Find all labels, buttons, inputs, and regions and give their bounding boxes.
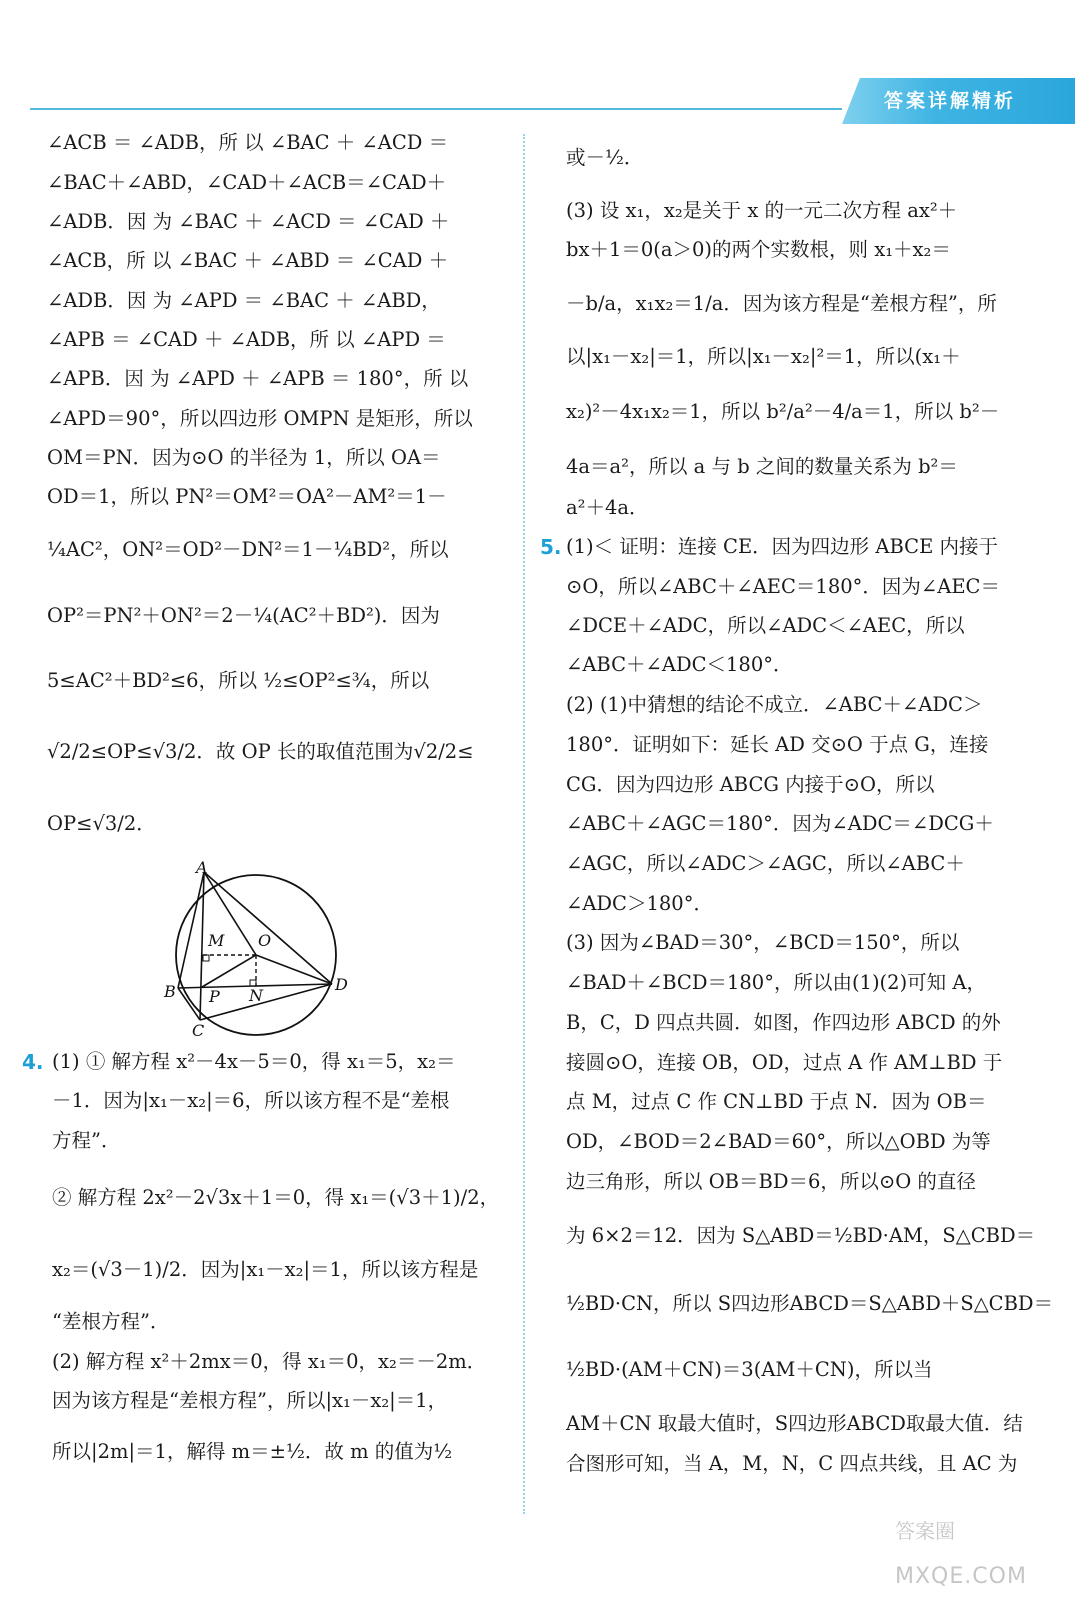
text-line: ② 解方程 2x²－2√3x＋1＝0，得 x₁＝(√3＋1)/2， xyxy=(52,1186,500,1209)
question-number: 4. xyxy=(22,1050,44,1074)
text-line: (2) 解方程 x²＋2mx＝0，得 x₁＝0，x₂＝－2m． xyxy=(52,1350,487,1373)
text-line: ∠APB．因 为 ∠APD ＋ ∠APB ＝ 180°，所 以 xyxy=(47,367,469,390)
text-line: －b/a，x₁x₂＝1/a．因为该方程是“差根方程”，所 xyxy=(566,292,997,315)
text-line: OM＝PN．因为⊙O 的半径为 1，所以 OA＝ xyxy=(47,446,441,469)
segment-ab xyxy=(178,872,204,988)
text-line: bx＋1＝0(a＞0)的两个实数根，则 x₁＋x₂＝ xyxy=(566,238,951,261)
text-line: (1) ① 解方程 x²－4x－5＝0，得 x₁＝5，x₂＝ xyxy=(52,1050,456,1073)
text-line: ½BD·CN，所以 S四边形ABCD＝S△ABD＋S△CBD＝ xyxy=(566,1292,1054,1315)
text-line: (1)＜ 证明：连接 CE．因为四边形 ABCE 内接于 xyxy=(566,535,998,558)
text-line: (3) 设 x₁，x₂是关于 x 的一元二次方程 ax²＋ xyxy=(566,199,958,222)
text-line: 或－½． xyxy=(566,146,644,169)
text-line: 所以|2m|＝1，解得 m＝±½．故 m 的值为½ xyxy=(52,1440,453,1463)
text-line: ⊙O，所以∠ABC＋∠AEC＝180°．因为∠AEC＝ xyxy=(566,575,1000,598)
text-line: 4a＝a²，所以 a 与 b 之间的数量关系为 b²＝ xyxy=(566,455,958,478)
text-line: ½BD·(AM＋CN)＝3(AM＋CN)，所以当 xyxy=(566,1358,933,1381)
text-line: 点 M，过点 C 作 CN⊥BD 于点 N．因为 OB＝ xyxy=(566,1090,987,1113)
circle-figure xyxy=(160,860,360,1040)
segment-po xyxy=(202,955,256,987)
segment-bc xyxy=(178,988,200,1020)
text-line: AM＋CN 取最大值时，S四边形ABCD取最大值．结 xyxy=(566,1412,1023,1435)
text-line: OD，∠BOD＝2∠BAD＝60°，所以△OBD 为等 xyxy=(566,1130,991,1153)
watermark-logo: 答案圈 xyxy=(895,1519,955,1543)
text-line: 180°．证明如下：延长 AD 交⊙O 于点 G，连接 xyxy=(566,733,989,756)
text-line: 方程”． xyxy=(52,1129,121,1152)
watermark xyxy=(895,1515,1027,1589)
text-line: “差根方程”． xyxy=(52,1310,170,1333)
segment-cd xyxy=(200,984,332,1020)
text-line: ∠DCE＋∠ADC，所以∠ADC＜∠AEC，所以 xyxy=(566,614,965,637)
text-line: a²＋4a． xyxy=(566,496,649,519)
header-rule xyxy=(30,108,842,110)
text-line: 5≤AC²＋BD²≤6，所以 ½≤OP²≤¾，所以 xyxy=(47,669,430,692)
text-line: ¼AC²，ON²＝OD²－DN²＝1－¼BD²，所以 xyxy=(47,538,449,561)
text-line: 合图形可知，当 A，M，N，C 四点共线，且 AC 为 xyxy=(566,1452,1018,1475)
text-line: √2/2≤OP≤√3/2．故 OP 长的取值范围为√2/2≤ xyxy=(47,740,474,763)
segment-od xyxy=(256,955,332,984)
text-line: ∠APD＝90°，所以四边形 OMPN 是矩形，所以 xyxy=(47,407,473,430)
text-line: ∠ACB ＝ ∠ADB，所 以 ∠BAC ＋ ∠ACD ＝ xyxy=(47,131,449,154)
right-angle-m xyxy=(203,955,209,961)
question-4 xyxy=(22,1050,44,1075)
text-line: (3) 因为∠BAD＝30°，∠BCD＝150°，所以 xyxy=(566,931,960,954)
point-label-a: A xyxy=(196,860,208,877)
text-line: 因为该方程是“差根方程”，所以|x₁－x₂|＝1， xyxy=(52,1389,448,1412)
point-label-d: D xyxy=(335,975,348,994)
point-label-o: O xyxy=(258,931,272,950)
text-line: ∠ACB，所 以 ∠BAC ＋ ∠ABD ＝ ∠CAD ＋ xyxy=(47,249,449,272)
segment-ad xyxy=(204,872,332,984)
question-5 xyxy=(540,535,562,560)
text-line: B，C，D 四点共圆．如图，作四边形 ABCD 的外 xyxy=(566,1011,1001,1034)
segment-ac xyxy=(200,872,204,1020)
text-line: ∠ADB．因 为 ∠BAC ＋ ∠ACD ＝ ∠CAD ＋ xyxy=(47,210,450,233)
text-line: OD＝1，所以 PN²＝OM²＝OA²－AM²＝1－ xyxy=(47,485,447,508)
point-label-m: M xyxy=(208,931,225,950)
text-line: ∠ADC＞180°． xyxy=(566,892,713,915)
text-line: 接圆⊙O，连接 OB，OD，过点 A 作 AM⊥BD 于 xyxy=(566,1051,1003,1074)
text-line: (2) (1)中猜想的结论不成立．∠ABC＋∠ADC＞ xyxy=(566,693,983,716)
text-line: CG．因为四边形 ABCG 内接于⊙O，所以 xyxy=(566,773,935,796)
text-line: x₂＝(√3－1)/2．因为|x₁－x₂|＝1，所以该方程是 xyxy=(52,1258,479,1281)
section-title: 答案详解精析 xyxy=(884,90,1017,112)
watermark-url: MXQE.COM xyxy=(895,1564,1027,1589)
point-label-n: N xyxy=(249,986,263,1005)
question-number: 5. xyxy=(540,535,562,559)
text-line: 为 6×2＝12．因为 S△ABD＝½BD·AM，S△CBD＝ xyxy=(566,1224,1036,1247)
column-divider xyxy=(523,134,525,1514)
text-line: ∠AGC，所以∠ADC＞∠AGC，所以∠ABC＋ xyxy=(566,852,965,875)
point-label-c: C xyxy=(192,1021,205,1040)
point-label-p: P xyxy=(209,987,220,1006)
text-line: ∠BAC＋∠ABD，∠CAD＋∠ACB＝∠CAD＋ xyxy=(47,171,447,194)
text-line: x₂)²－4x₁x₂＝1，所以 b²/a²－4/a＝1，所以 b²－ xyxy=(566,400,1000,423)
text-line: ∠BAD＋∠BCD＝180°，所以由(1)(2)可知 A， xyxy=(566,971,986,994)
text-line: 边三角形，所以 OB＝BD＝6，所以⊙O 的直径 xyxy=(566,1170,976,1193)
text-line: OP≤√3/2． xyxy=(47,812,156,835)
text-line: ∠APB ＝ ∠CAD ＋ ∠ADB，所 以 ∠APD ＝ xyxy=(47,328,446,351)
point-label-b: B xyxy=(164,982,176,1001)
text-line: －1．因为|x₁－x₂|＝6，所以该方程不是“差根 xyxy=(52,1089,450,1112)
text-line: ∠ABC＋∠ADC＜180°． xyxy=(566,653,793,676)
text-line: ∠ADB．因 为 ∠APD ＝ ∠BAC ＋ ∠ABD， xyxy=(47,289,441,312)
text-line: OP²＝PN²＋ON²＝2－¼(AC²＋BD²)．因为 xyxy=(47,604,440,627)
text-line: 以|x₁－x₂|＝1，所以|x₁－x₂|²＝1，所以(x₁＋ xyxy=(566,345,961,368)
text-line: ∠ABC＋∠AGC＝180°．因为∠ADC＝∠DCG＋ xyxy=(566,812,994,835)
